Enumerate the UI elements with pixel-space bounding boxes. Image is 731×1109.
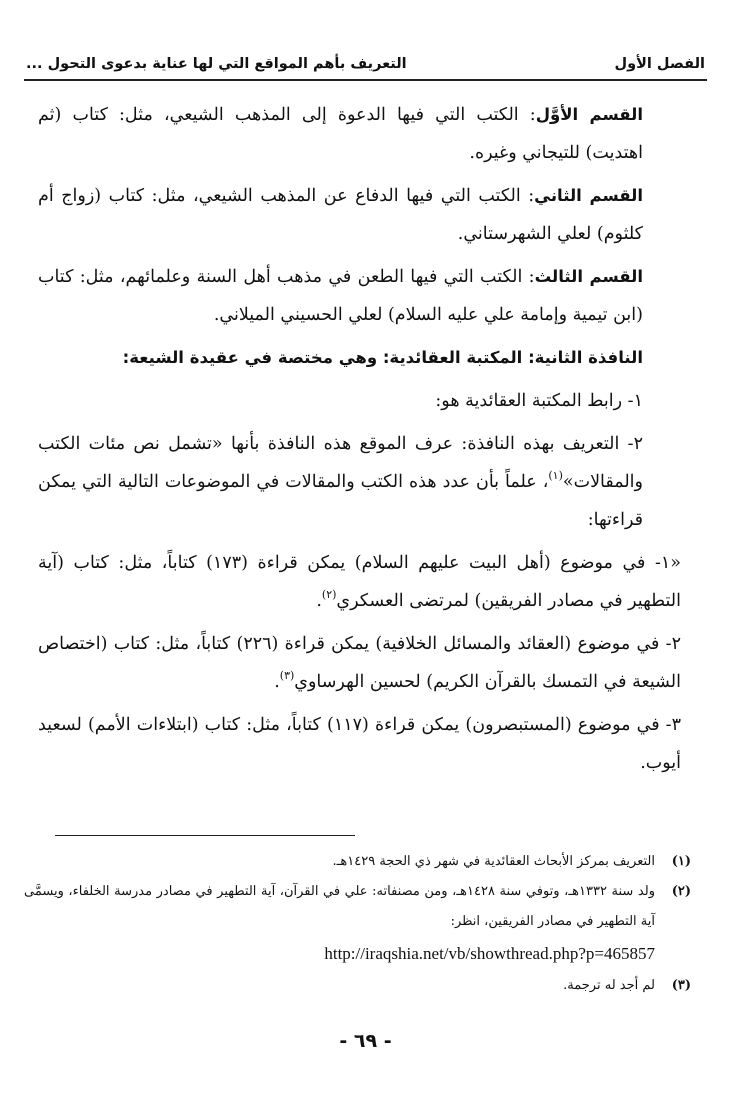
section-title: التعريف بأهم المواقع التي لها عناية بدعوى التحول ... — [26, 56, 407, 72]
definition-continuation: ، علماً بأن عدد هذه الكتب والمقالات في الموضوعات التالية التي يمكن قراءتها: — [38, 472, 643, 530]
section-one-text: : الكتب التي فيها الدعوة إلى المذهب الشيعي، مثل: كتاب (ثم اهتديت) للتيجاني وغيره. — [38, 105, 643, 163]
paragraph-link: ١- رابط المكتبة العقائدية هو: — [435, 391, 643, 411]
footnote-2-text: ولد سنة ١٣٣٢هـ، وتوفي سنة ١٤٢٨هـ، ومن مصنفاته: علي في القرآن، آية التطهير في مصادر مدرسة الخلفاء، ويسمَّى آية التطهير في مصادر الفريقين، انظر: — [24, 884, 655, 929]
topic-2-text: ٢- في موضوع (العقائد والمسائل الخلافية) يمكن قراءة (٢٢٦) كتاباً، مثل: كتاب (اختصاص الشيعة في التمسك بالقرآن الكريم) لحسين الهرساوي — [38, 634, 681, 692]
section-two-text: : الكتب التي فيها الدفاع عن المذهب الشيعي، مثل: كتاب (زواج أم كلثوم) لعلي الشهرستاني. — [38, 186, 643, 244]
paragraph-topic-1 — [38, 544, 681, 620]
paragraph-section-one — [38, 96, 681, 172]
body-text — [38, 96, 681, 787]
page-number: - ٦٩ - — [339, 1030, 392, 1052]
paragraph-topic-2 — [38, 625, 681, 701]
paragraph-topic-3: ٣- في موضوع (المستبصرون) يمكن قراءة (١١٧) كتاباً، مثل: كتاب (ابتلاءات الأمم) لسعيد أيوب. — [38, 715, 681, 773]
footnote-divider — [55, 835, 355, 836]
chapter-title: الفصل الأول — [614, 56, 705, 72]
paragraph-section-two — [38, 177, 681, 253]
section-two-label: القسم الثاني — [534, 186, 643, 205]
topic-1-period: . — [316, 591, 322, 611]
paragraph-definition — [38, 425, 681, 539]
footnote-3-text: لم أجد له ترجمة. — [563, 978, 655, 993]
footnote-1 — [24, 847, 691, 877]
footnote-ref-3[interactable]: (٣) — [279, 669, 295, 682]
footnote-ref-1[interactable]: (١) — [548, 469, 563, 482]
footnote-3 — [24, 971, 691, 1001]
footnote-2-number: (٢) — [671, 884, 691, 899]
section-three-text: : الكتب التي فيها الطعن في مذهب أهل السنة وعلمائهم، مثل: كتاب (ابن تيمية وإمامة علي عليه السلام) لعلي الحسيني الميلاني. — [38, 267, 643, 325]
section-three-label: القسم الثالث — [534, 267, 643, 286]
footnote-1-text: التعريف بمركز الأبحاث العقائدية في شهر ذي الحجة ١٤٢٩هـ. — [332, 854, 655, 869]
footnotes — [24, 847, 691, 1001]
topic-2-period: . — [274, 672, 280, 692]
paragraph-section-three — [38, 258, 681, 334]
section-one-label: القسم الأوَّل — [535, 105, 643, 124]
header-divider — [24, 79, 707, 81]
footnote-1-number: (١) — [671, 854, 691, 869]
definition-text: ٢- التعريف بهذه النافذة: عرف الموقع هذه النافذة بأنها «تشمل نص مئات الكتب والمقالات» — [38, 434, 643, 492]
second-window-heading: النافذة الثانية: المكتبة العقائدية: وهي مختصة في عقيدة الشيعة: — [122, 348, 643, 367]
footnote-3-number: (٣) — [671, 978, 691, 993]
footnote-2 — [24, 877, 691, 937]
footnote-2-url[interactable]: http://iraqshia.net/vb/showthread.php?p=465857 — [324, 944, 655, 963]
footnote-ref-2[interactable]: (٢) — [321, 588, 337, 601]
running-header — [26, 50, 705, 78]
topic-1-text: «١- في موضوع (أهل البيت عليهم السلام) يمكن قراءة (١٧٣) كتاباً، مثل: كتاب (آية التطهير في مصادر الفريقين) لمرتضى العسكري — [38, 553, 681, 611]
